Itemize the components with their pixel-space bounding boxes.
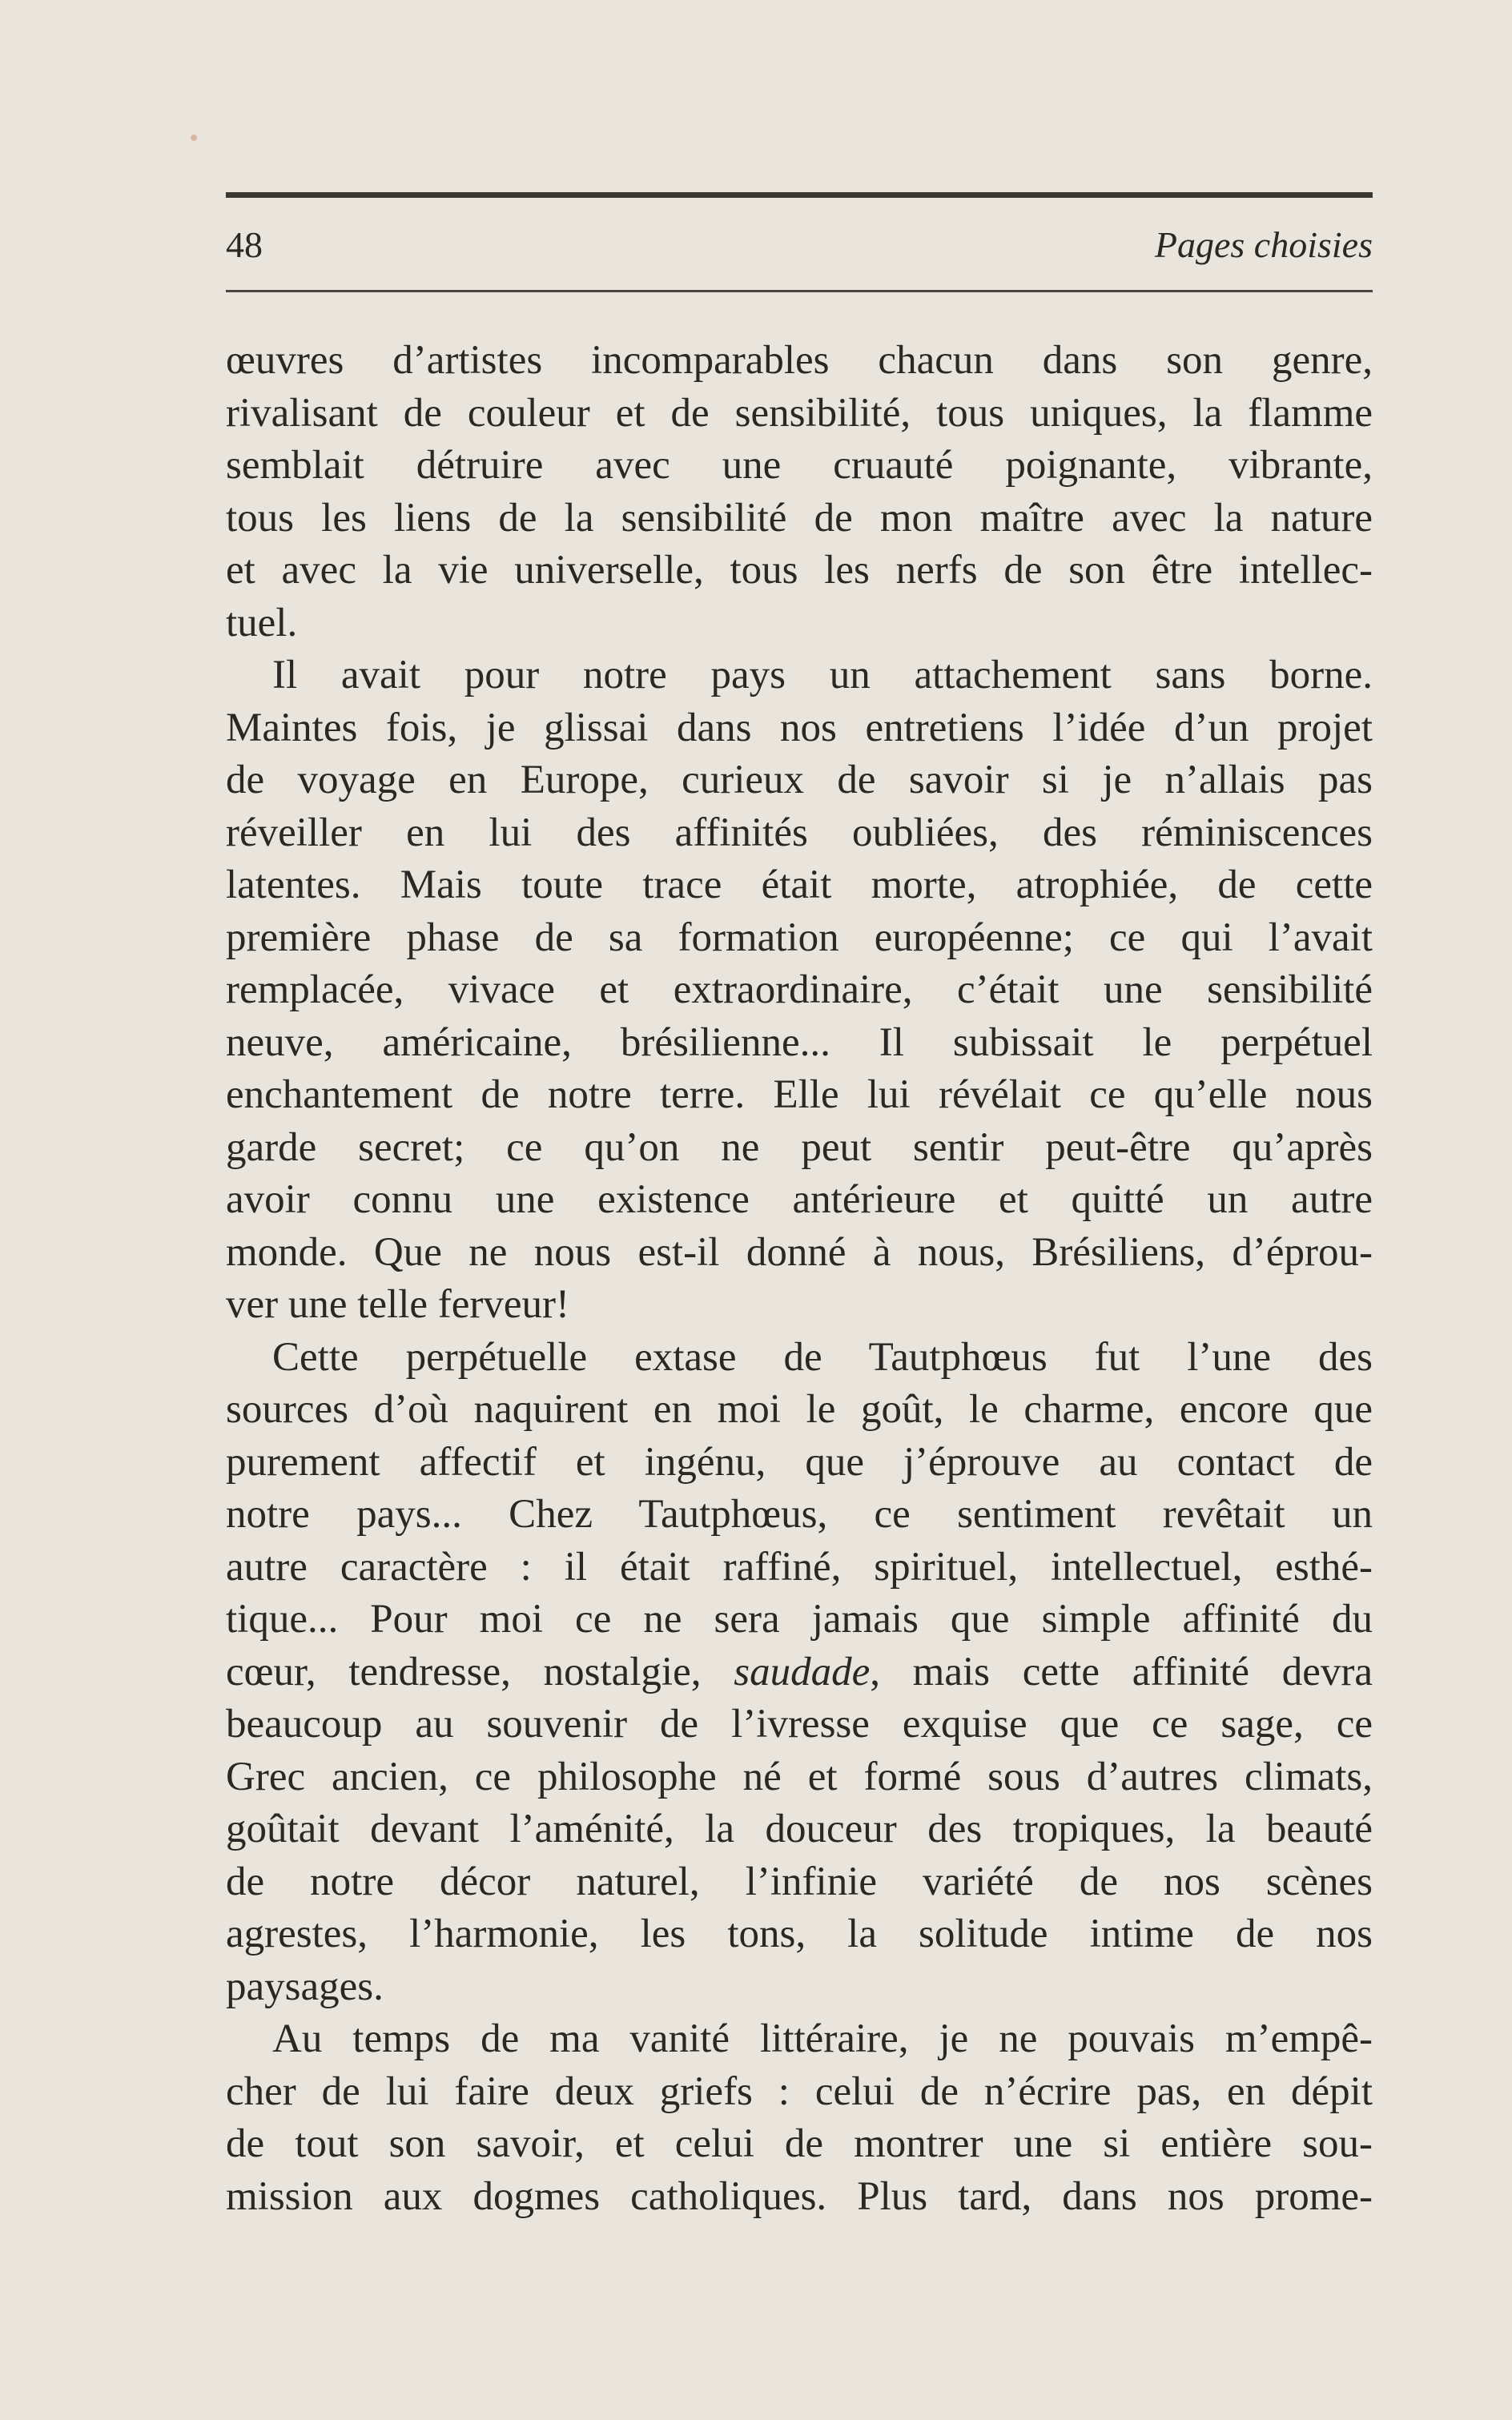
page-header: [226, 215, 1373, 279]
text-line: neuve, américaine, brésilienne... Il subissait le perpétuel: [226, 1019, 1373, 1065]
running-title: Pages choisies: [1154, 224, 1373, 265]
text-line: beaucoup au souvenir de l’ivresse exquise que ce sage, ce: [226, 1702, 1373, 1747]
text-line: notre pays... Chez Tautphœus, ce sentiment revêtait un: [226, 1492, 1373, 1537]
text-line: rivalisant de couleur et de sensibilité, tous uniques, la flamme: [226, 390, 1373, 436]
text-line: tique... Pour moi ce ne sera jamais que simple affinité du: [226, 1597, 1373, 1642]
paragraph-first-line: Cette perpétuelle extase de Tautphœus fut l’une des: [272, 1334, 1373, 1380]
text-line: et avec la vie universelle, tous les nerfs de son être intellec-: [226, 548, 1373, 593]
paper-speck: [191, 135, 197, 141]
text-line: tous les liens de la sensibilité de mon maître avec la nature: [226, 495, 1373, 541]
text-line: goûtait devant l’aménité, la douceur des tropiques, la beauté: [226, 1807, 1373, 1851]
text-line: paysages.: [226, 1964, 384, 2009]
text-line: avoir connu une existence antérieure et quitté un autre: [226, 1177, 1373, 1222]
text-line: Maintes fois, je glissai dans nos entretiens l’idée d’un projet: [226, 705, 1373, 750]
text-line: latentes. Mais toute trace était morte, atrophiée, de cette: [226, 862, 1373, 907]
text-line: garde secret; ce qu’on ne peut sentir peut-être qu’après: [226, 1124, 1373, 1170]
italic-word: saudade: [734, 1649, 871, 1694]
text-line: agrestes, l’harmonie, les tons, la solitude intime de nos: [226, 1911, 1373, 1956]
text-line: semblait détruire avec une cruauté poignante, vibrante,: [226, 443, 1373, 488]
text-line: tuel.: [226, 600, 298, 645]
header-rule-bottom: [226, 290, 1373, 292]
text-line: ver une telle ferveur!: [226, 1282, 569, 1327]
text-line: première phase de sa formation européenne; ce qui l’avait: [226, 915, 1373, 960]
text-line: cœur, tendresse, nostalgie, saudade, mais cette affinité devra: [226, 1649, 1373, 1694]
text-line: de notre décor naturel, l’infinie variété de nos scènes: [226, 1859, 1373, 1904]
text-line: de tout son savoir, et celui de montrer une si entière sou-: [226, 2121, 1373, 2166]
text-line: mission aux dogmes catholiques. Plus tard, dans nos prome-: [226, 2173, 1373, 2219]
header-rule-top: [226, 192, 1373, 198]
text-line: autre caractère : il était raffiné, spirituel, intellectuel, esthé-: [226, 1544, 1373, 1590]
paragraph-first-line: Au temps de ma vanité littéraire, je ne pouvais m’empê-: [272, 2016, 1373, 2061]
text-line: de voyage en Europe, curieux de savoir si je n’allais pas: [226, 758, 1373, 802]
text-line: réveiller en lui des affinités oubliées, des réminiscences: [226, 810, 1373, 855]
text-line: purement affectif et ingénu, que j’éprouve au contact de: [226, 1439, 1373, 1485]
text-line: enchantement de notre terre. Elle lui révélait ce qu’elle nous: [226, 1072, 1373, 1117]
text-line: œuvres d’artistes incomparables chacun dans son genre,: [226, 338, 1373, 383]
text-line: monde. Que ne nous est-il donné à nous, Brésiliens, d’éprou-: [226, 1229, 1373, 1275]
text-line: remplacée, vivace et extraordinaire, c’était une sensibilité: [226, 967, 1373, 1012]
text-line: sources d’où naquirent en moi le goût, le charme, encore que: [226, 1387, 1373, 1432]
page-number: 48: [226, 224, 263, 265]
paragraph-first-line: Il avait pour notre pays un attachement sans borne.: [272, 653, 1373, 697]
text-line: Grec ancien, ce philosophe né et formé sous d’autres climats,: [226, 1754, 1373, 1799]
text-line: cher de lui faire deux griefs : celui de n’écrire pas, en dépit: [226, 2068, 1373, 2114]
body-text: [226, 335, 1373, 2223]
